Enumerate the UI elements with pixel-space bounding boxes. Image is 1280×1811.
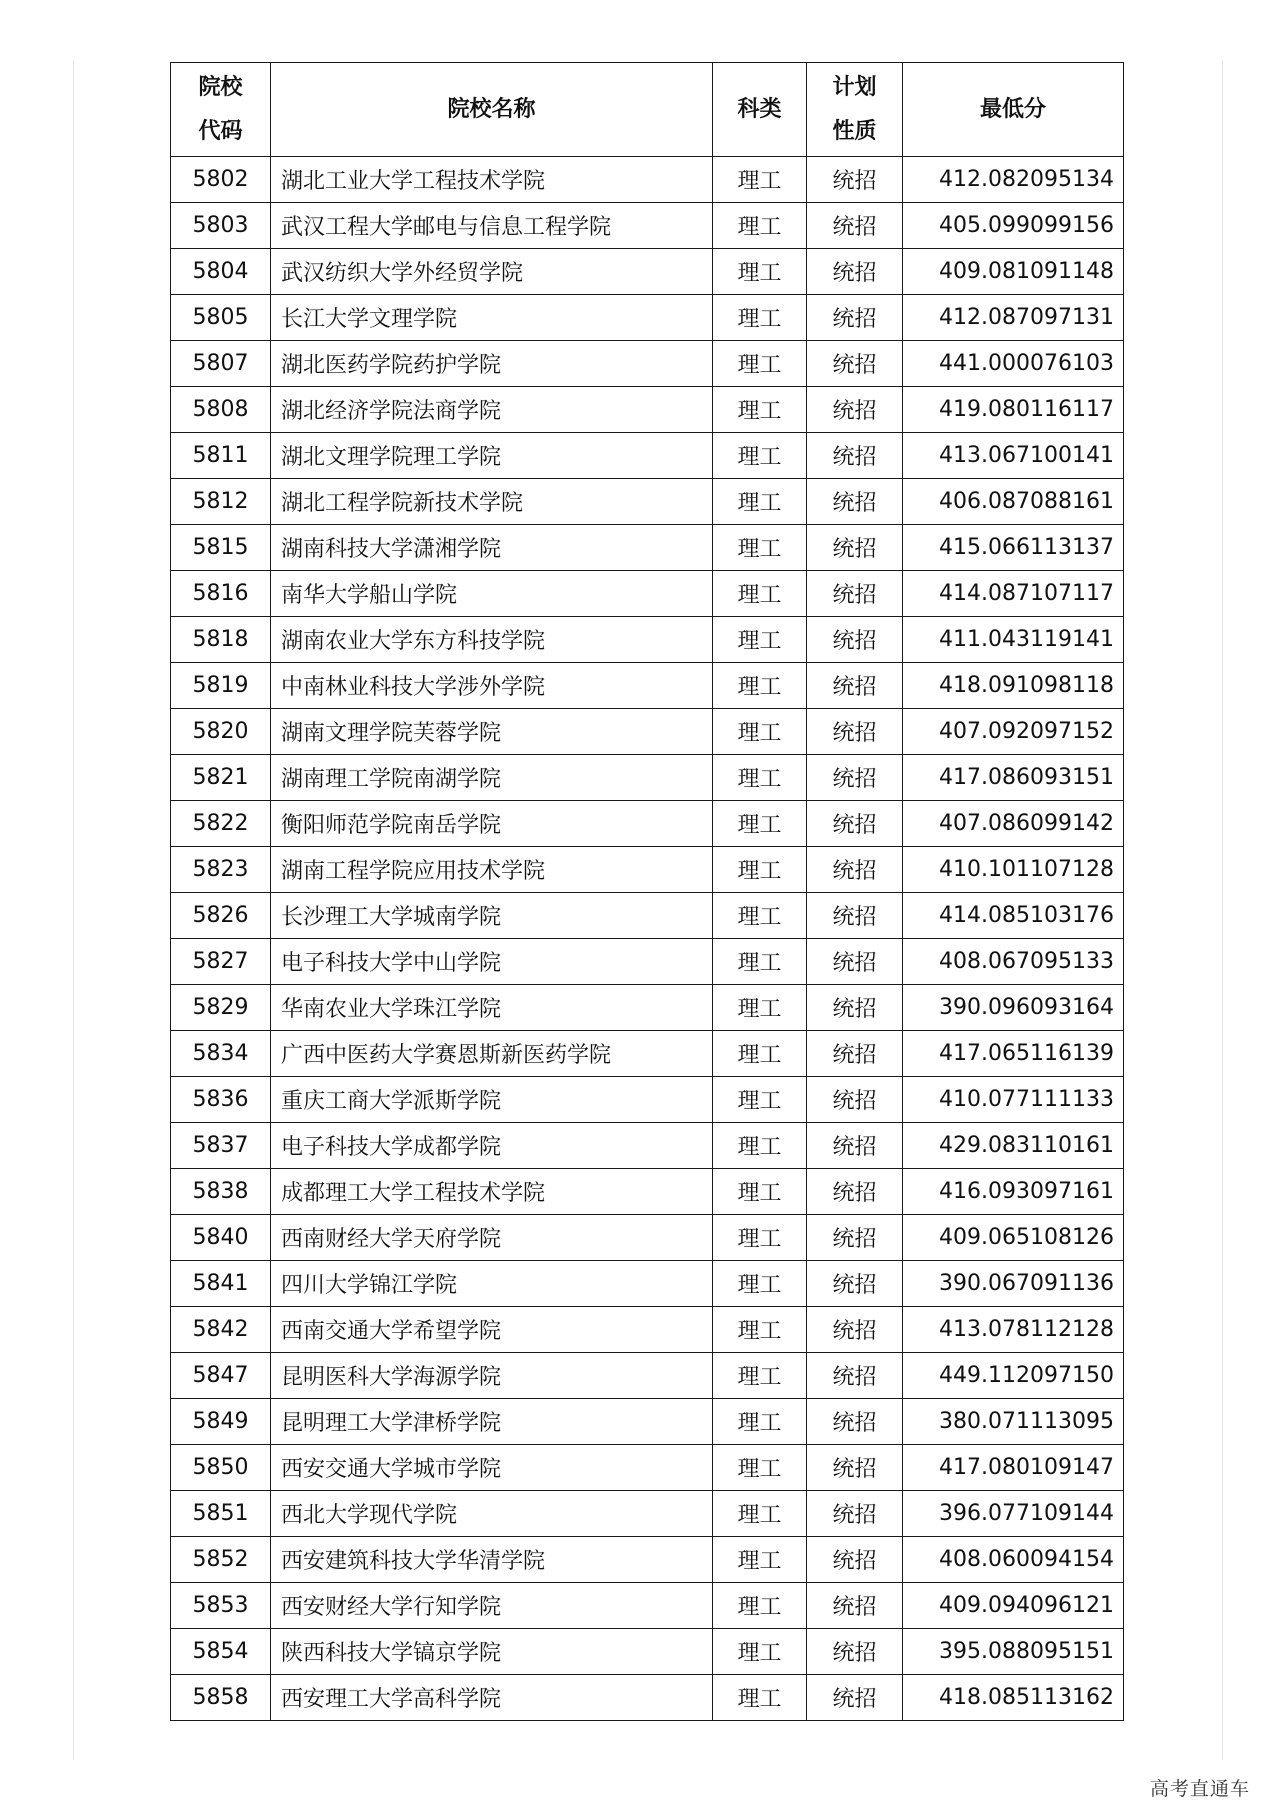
cell-plan-type: 统招 (807, 1537, 903, 1583)
cell-school-code: 5834 (171, 1031, 271, 1077)
cell-plan-type: 统招 (807, 295, 903, 341)
cell-plan-type: 统招 (807, 1353, 903, 1399)
page-margin-line-left (73, 60, 74, 1760)
cell-category: 理工 (713, 479, 807, 525)
cell-school-code: 5823 (171, 847, 271, 893)
cell-category: 理工 (713, 663, 807, 709)
cell-school-code: 5850 (171, 1445, 271, 1491)
table-row (171, 1123, 1124, 1169)
cell-school-name: 湖北经济学院法商学院 (271, 387, 713, 433)
cell-school-name: 武汉纺织大学外经贸学院 (271, 249, 713, 295)
cell-min-score: 396.077109144 (903, 1491, 1124, 1537)
cell-school-name: 昆明理工大学津桥学院 (271, 1399, 713, 1445)
cell-min-score: 407.092097152 (903, 709, 1124, 755)
cell-plan-type: 统招 (807, 1123, 903, 1169)
cell-school-code: 5805 (171, 295, 271, 341)
cell-school-code: 5815 (171, 525, 271, 571)
cell-plan-type: 统招 (807, 157, 903, 203)
watermark-text: 高考直通车 (1149, 1778, 1250, 1800)
cell-school-code: 5847 (171, 1353, 271, 1399)
table-row (171, 1399, 1124, 1445)
cell-school-name: 湖北工业大学工程技术学院 (271, 157, 713, 203)
cell-category: 理工 (713, 1307, 807, 1353)
header-school-code (171, 63, 271, 157)
cell-plan-type: 统招 (807, 433, 903, 479)
cell-school-code: 5842 (171, 1307, 271, 1353)
cell-min-score: 407.086099142 (903, 801, 1124, 847)
cell-school-code: 5836 (171, 1077, 271, 1123)
cell-school-code: 5816 (171, 571, 271, 617)
cell-plan-type: 统招 (807, 249, 903, 295)
table-row (171, 985, 1124, 1031)
table-row (171, 1261, 1124, 1307)
cell-min-score: 417.080109147 (903, 1445, 1124, 1491)
table-row (171, 1675, 1124, 1721)
cell-school-code: 5804 (171, 249, 271, 295)
cell-school-name: 湖北文理学院理工学院 (271, 433, 713, 479)
cell-plan-type: 统招 (807, 893, 903, 939)
table-row (171, 1583, 1124, 1629)
cell-min-score: 390.096093164 (903, 985, 1124, 1031)
cell-min-score: 409.065108126 (903, 1215, 1124, 1261)
cell-school-code: 5829 (171, 985, 271, 1031)
cell-school-code: 5803 (171, 203, 271, 249)
cell-min-score: 441.000076103 (903, 341, 1124, 387)
table-row (171, 433, 1124, 479)
cell-school-name: 陕西科技大学镐京学院 (271, 1629, 713, 1675)
table-row (171, 709, 1124, 755)
cell-plan-type: 统招 (807, 1215, 903, 1261)
cell-school-name: 湖南文理学院芙蓉学院 (271, 709, 713, 755)
table-row (171, 525, 1124, 571)
cell-min-score: 409.081091148 (903, 249, 1124, 295)
cell-category: 理工 (713, 571, 807, 617)
cell-category: 理工 (713, 847, 807, 893)
admission-score-table (170, 62, 1124, 1721)
cell-plan-type: 统招 (807, 1077, 903, 1123)
table-row (171, 893, 1124, 939)
table-row (171, 571, 1124, 617)
cell-plan-type: 统招 (807, 617, 903, 663)
cell-school-name: 西安理工大学高科学院 (271, 1675, 713, 1721)
cell-category: 理工 (713, 1353, 807, 1399)
cell-min-score: 419.080116117 (903, 387, 1124, 433)
cell-min-score: 417.065116139 (903, 1031, 1124, 1077)
cell-category: 理工 (713, 1491, 807, 1537)
cell-plan-type: 统招 (807, 1261, 903, 1307)
cell-category: 理工 (713, 1583, 807, 1629)
cell-school-code: 5820 (171, 709, 271, 755)
cell-min-score: 412.082095134 (903, 157, 1124, 203)
table-row (171, 203, 1124, 249)
cell-school-name: 华南农业大学珠江学院 (271, 985, 713, 1031)
cell-plan-type: 统招 (807, 1307, 903, 1353)
cell-plan-type: 统招 (807, 939, 903, 985)
cell-min-score: 414.085103176 (903, 893, 1124, 939)
cell-category: 理工 (713, 1629, 807, 1675)
cell-school-name: 衡阳师范学院南岳学院 (271, 801, 713, 847)
cell-school-name: 成都理工大学工程技术学院 (271, 1169, 713, 1215)
cell-category: 理工 (713, 433, 807, 479)
table-row (171, 755, 1124, 801)
cell-plan-type: 统招 (807, 387, 903, 433)
table-row (171, 1169, 1124, 1215)
cell-category: 理工 (713, 1675, 807, 1721)
cell-school-code: 5818 (171, 617, 271, 663)
cell-school-name: 湖南科技大学潇湘学院 (271, 525, 713, 571)
table-row (171, 249, 1124, 295)
table-row (171, 1353, 1124, 1399)
table-row (171, 1629, 1124, 1675)
cell-school-code: 5849 (171, 1399, 271, 1445)
header-category: 科类 (713, 63, 807, 157)
table-row (171, 295, 1124, 341)
table-row (171, 1307, 1124, 1353)
cell-plan-type: 统招 (807, 1491, 903, 1537)
cell-school-code: 5854 (171, 1629, 271, 1675)
cell-category: 理工 (713, 985, 807, 1031)
header-min-score: 最低分 (903, 63, 1124, 157)
cell-category: 理工 (713, 295, 807, 341)
cell-min-score: 410.101107128 (903, 847, 1124, 893)
header-plan-type-line1: 计划 (832, 74, 877, 100)
cell-min-score: 380.071113095 (903, 1399, 1124, 1445)
cell-school-name: 长江大学文理学院 (271, 295, 713, 341)
cell-min-score: 411.043119141 (903, 617, 1124, 663)
cell-school-code: 5837 (171, 1123, 271, 1169)
cell-min-score: 408.060094154 (903, 1537, 1124, 1583)
cell-min-score: 418.091098118 (903, 663, 1124, 709)
cell-category: 理工 (713, 203, 807, 249)
header-plan-type-line2: 性质 (832, 118, 877, 144)
cell-plan-type: 统招 (807, 341, 903, 387)
cell-plan-type: 统招 (807, 1629, 903, 1675)
cell-school-name: 西北大学现代学院 (271, 1491, 713, 1537)
cell-school-code: 5808 (171, 387, 271, 433)
cell-school-code: 5826 (171, 893, 271, 939)
cell-school-code: 5858 (171, 1675, 271, 1721)
header-school-name: 院校名称 (271, 63, 713, 157)
table-row (171, 663, 1124, 709)
cell-school-name: 西安交通大学城市学院 (271, 1445, 713, 1491)
cell-school-name: 广西中医药大学赛恩斯新医药学院 (271, 1031, 713, 1077)
cell-category: 理工 (713, 1123, 807, 1169)
cell-school-code: 5852 (171, 1537, 271, 1583)
cell-school-code: 5802 (171, 157, 271, 203)
cell-plan-type: 统招 (807, 1583, 903, 1629)
cell-school-name: 电子科技大学成都学院 (271, 1123, 713, 1169)
cell-school-name: 湖北医药学院药护学院 (271, 341, 713, 387)
cell-plan-type: 统招 (807, 801, 903, 847)
cell-plan-type: 统招 (807, 1169, 903, 1215)
cell-school-code: 5841 (171, 1261, 271, 1307)
cell-school-name: 西安财经大学行知学院 (271, 1583, 713, 1629)
header-plan-type (807, 63, 903, 157)
cell-school-name: 湖南工程学院应用技术学院 (271, 847, 713, 893)
header-school-code-line1: 院校 (198, 74, 243, 100)
cell-category: 理工 (713, 893, 807, 939)
cell-category: 理工 (713, 755, 807, 801)
cell-min-score: 414.087107117 (903, 571, 1124, 617)
cell-school-name: 湖北工程学院新技术学院 (271, 479, 713, 525)
cell-school-code: 5812 (171, 479, 271, 525)
cell-min-score: 413.067100141 (903, 433, 1124, 479)
cell-school-name: 武汉工程大学邮电与信息工程学院 (271, 203, 713, 249)
cell-category: 理工 (713, 617, 807, 663)
table-row (171, 939, 1124, 985)
cell-category: 理工 (713, 341, 807, 387)
cell-category: 理工 (713, 249, 807, 295)
table-row (171, 1445, 1124, 1491)
cell-min-score: 405.099099156 (903, 203, 1124, 249)
cell-min-score: 395.088095151 (903, 1629, 1124, 1675)
cell-category: 理工 (713, 1031, 807, 1077)
table-body (171, 157, 1124, 1721)
table-row (171, 1491, 1124, 1537)
header-school-code-line2: 代码 (198, 118, 243, 144)
table-row (171, 1077, 1124, 1123)
cell-min-score: 390.067091136 (903, 1261, 1124, 1307)
cell-school-name: 四川大学锦江学院 (271, 1261, 713, 1307)
cell-plan-type: 统招 (807, 755, 903, 801)
table-row (171, 847, 1124, 893)
table-row (171, 479, 1124, 525)
cell-category: 理工 (713, 387, 807, 433)
cell-plan-type: 统招 (807, 985, 903, 1031)
table-row (171, 617, 1124, 663)
cell-school-code: 5821 (171, 755, 271, 801)
cell-school-code: 5807 (171, 341, 271, 387)
cell-category: 理工 (713, 1169, 807, 1215)
table-row (171, 1215, 1124, 1261)
table-header-row (171, 63, 1124, 157)
cell-school-code: 5853 (171, 1583, 271, 1629)
cell-min-score: 418.085113162 (903, 1675, 1124, 1721)
cell-category: 理工 (713, 1445, 807, 1491)
cell-category: 理工 (713, 801, 807, 847)
table-row (171, 1031, 1124, 1077)
table-row (171, 387, 1124, 433)
cell-school-name: 湖南理工学院南湖学院 (271, 755, 713, 801)
cell-plan-type: 统招 (807, 663, 903, 709)
cell-category: 理工 (713, 1537, 807, 1583)
table-row (171, 157, 1124, 203)
cell-category: 理工 (713, 525, 807, 571)
cell-plan-type: 统招 (807, 1031, 903, 1077)
cell-school-code: 5840 (171, 1215, 271, 1261)
cell-category: 理工 (713, 939, 807, 985)
cell-plan-type: 统招 (807, 525, 903, 571)
cell-category: 理工 (713, 1399, 807, 1445)
cell-category: 理工 (713, 1077, 807, 1123)
cell-plan-type: 统招 (807, 479, 903, 525)
table-row (171, 341, 1124, 387)
cell-min-score: 413.078112128 (903, 1307, 1124, 1353)
cell-school-name: 电子科技大学中山学院 (271, 939, 713, 985)
cell-min-score: 429.083110161 (903, 1123, 1124, 1169)
table-row (171, 1537, 1124, 1583)
cell-school-name: 湖南农业大学东方科技学院 (271, 617, 713, 663)
cell-school-code: 5811 (171, 433, 271, 479)
cell-school-name: 中南林业科技大学涉外学院 (271, 663, 713, 709)
page-margin-line-right (1222, 60, 1223, 1760)
cell-plan-type: 统招 (807, 203, 903, 249)
cell-school-name: 昆明医科大学海源学院 (271, 1353, 713, 1399)
cell-school-name: 重庆工商大学派斯学院 (271, 1077, 713, 1123)
cell-category: 理工 (713, 1261, 807, 1307)
cell-plan-type: 统招 (807, 1445, 903, 1491)
cell-school-name: 西南交通大学希望学院 (271, 1307, 713, 1353)
cell-school-name: 西安建筑科技大学华清学院 (271, 1537, 713, 1583)
cell-school-code: 5822 (171, 801, 271, 847)
table-row (171, 801, 1124, 847)
cell-plan-type: 统招 (807, 1675, 903, 1721)
cell-min-score: 415.066113137 (903, 525, 1124, 571)
cell-min-score: 449.112097150 (903, 1353, 1124, 1399)
cell-school-name: 长沙理工大学城南学院 (271, 893, 713, 939)
cell-category: 理工 (713, 709, 807, 755)
cell-min-score: 410.077111133 (903, 1077, 1124, 1123)
cell-school-code: 5851 (171, 1491, 271, 1537)
cell-min-score: 406.087088161 (903, 479, 1124, 525)
cell-school-code: 5838 (171, 1169, 271, 1215)
cell-min-score: 409.094096121 (903, 1583, 1124, 1629)
cell-plan-type: 统招 (807, 709, 903, 755)
cell-min-score: 408.067095133 (903, 939, 1124, 985)
cell-plan-type: 统招 (807, 847, 903, 893)
cell-min-score: 416.093097161 (903, 1169, 1124, 1215)
cell-school-code: 5827 (171, 939, 271, 985)
cell-min-score: 417.086093151 (903, 755, 1124, 801)
cell-category: 理工 (713, 1215, 807, 1261)
cell-category: 理工 (713, 157, 807, 203)
cell-min-score: 412.087097131 (903, 295, 1124, 341)
cell-school-code: 5819 (171, 663, 271, 709)
cell-school-name: 南华大学船山学院 (271, 571, 713, 617)
cell-plan-type: 统招 (807, 1399, 903, 1445)
cell-school-name: 西南财经大学天府学院 (271, 1215, 713, 1261)
cell-plan-type: 统招 (807, 571, 903, 617)
